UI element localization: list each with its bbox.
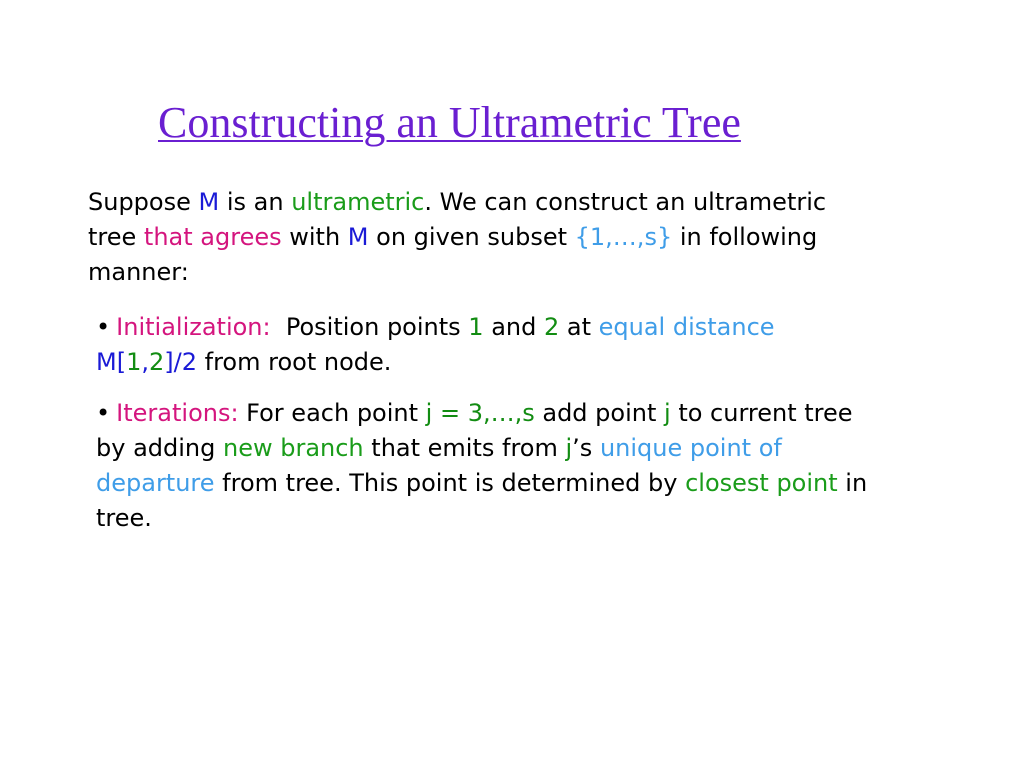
bullet-text: add point [534, 399, 665, 427]
bullet-heading: Initialization: [116, 313, 271, 341]
matrix-expr-one: 1 [126, 348, 142, 376]
term-ultrametric: ultrametric [291, 188, 425, 216]
intro-text: is an [219, 188, 292, 216]
matrix-expr-two: 2 [149, 348, 165, 376]
matrix-m: M [198, 188, 220, 216]
point-two: 2 [543, 313, 560, 341]
bullet-iterations [96, 396, 876, 536]
bullet-text: ’s [572, 434, 600, 462]
bullet-text: For each point [238, 399, 426, 427]
subset-notation: {1,…,s} [574, 223, 673, 251]
bullet-text: and [483, 313, 544, 341]
intro-text: Suppose [88, 188, 199, 216]
point-j: j [664, 399, 671, 427]
j-range: j = 3,…,s [425, 399, 535, 427]
intro-text: in following manner: [88, 223, 818, 286]
bullet-marker: • [96, 399, 111, 427]
term-unique-point: unique point of departure [96, 434, 782, 497]
intro-text: . We can construct an ultrametric tree [88, 188, 827, 251]
bullet-text: from tree. This point is determined by [214, 469, 686, 497]
slide-title: Constructing an Ultrametric Tree [158, 98, 741, 147]
bullet-text: in tree. [96, 469, 868, 532]
term-equal-distance: equal distance [598, 313, 775, 341]
point-j: j [565, 434, 573, 462]
intro-text: with [281, 223, 348, 251]
term-that-agrees: that agrees [143, 223, 282, 251]
bullet-text: at [559, 313, 599, 341]
point-one: 1 [468, 313, 484, 341]
matrix-expr-open: M[ [96, 348, 127, 376]
matrix-m: M [347, 223, 369, 251]
bullet-marker: • [96, 313, 111, 341]
intro-text: on given subset [368, 223, 575, 251]
term-closest-point: closest point [685, 469, 838, 497]
term-new-branch: new branch [222, 434, 364, 462]
matrix-expr-close: ]/2 [164, 348, 197, 376]
bullet-heading: Iterations: [116, 399, 239, 427]
intro-paragraph [88, 185, 868, 290]
bullet-text: to current tree by adding [96, 399, 853, 462]
matrix-expr-comma: , [141, 348, 149, 376]
bullet-initialization [96, 310, 876, 380]
bullet-text: Position points [270, 313, 469, 341]
bullet-text: that emits from [363, 434, 566, 462]
bullet-text: from root node. [197, 348, 392, 376]
